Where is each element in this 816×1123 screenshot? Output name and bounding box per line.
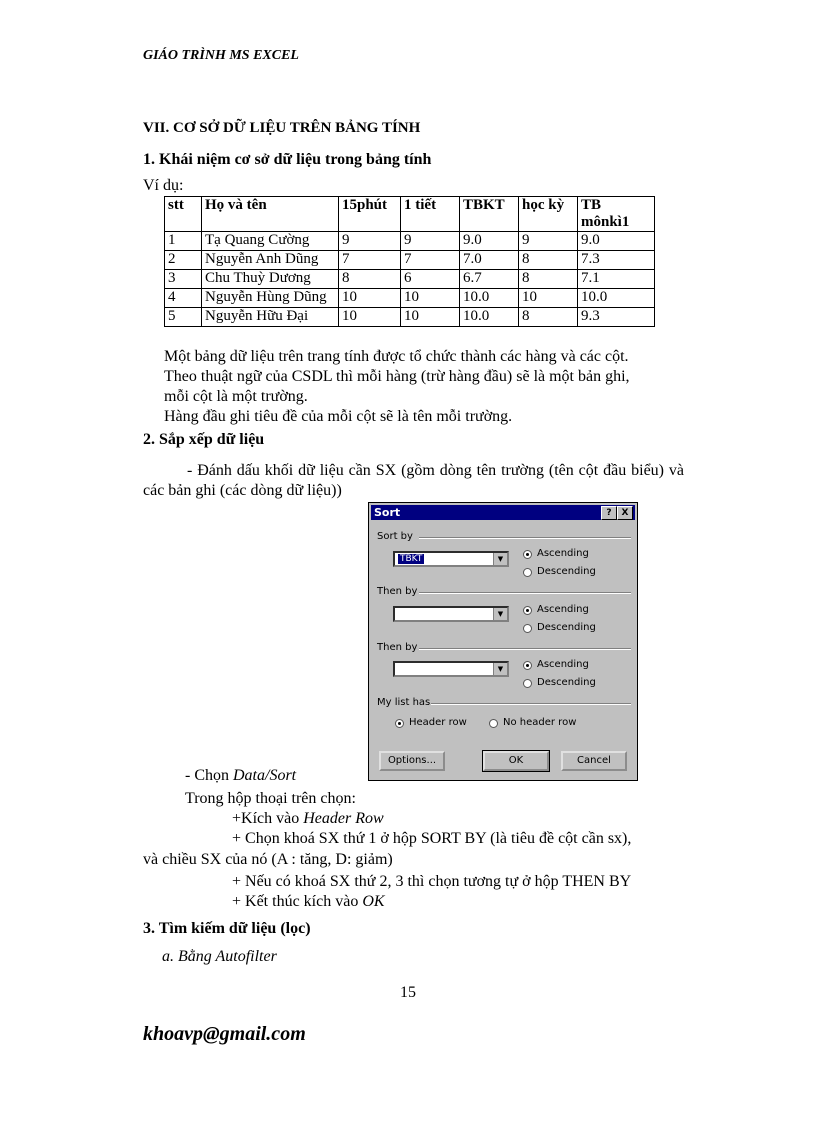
table-cell: Nguyễn Hùng Dũng: [202, 289, 339, 308]
step-3: + Nếu có khoá SX thứ 2, 3 thì chọn tương tự ở hộp THEN BY: [232, 873, 632, 890]
table-cell: 10: [401, 308, 460, 327]
list-has-label: My list has: [377, 697, 431, 708]
subsection-3a: a. Bằng Autofilter: [162, 948, 277, 965]
divider: [419, 537, 631, 539]
table-cell: 10: [401, 289, 460, 308]
table-row: [165, 232, 655, 251]
table-cell: 9: [339, 232, 401, 251]
table-cell: 10.0: [578, 289, 655, 308]
table-cell: 10: [339, 308, 401, 327]
table-cell: 7: [401, 251, 460, 270]
description-line: mỗi cột là một trường.: [164, 388, 308, 405]
description-line: Theo thuật ngữ của CSDL thì mỗi hàng (trừ hàng đầu) sẽ là một bản ghi,: [164, 368, 630, 385]
descending-label: Descending: [537, 566, 596, 577]
data-table: [164, 196, 655, 327]
table-cell: 9: [401, 232, 460, 251]
ok-button[interactable]: OK: [483, 751, 549, 771]
table-header-cell: Họ và tên: [202, 197, 339, 232]
section-title: VII. CƠ SỞ DỮ LIỆU TRÊN BẢNG TÍNH: [143, 120, 421, 136]
ascending-label: Ascending: [537, 548, 589, 559]
table-cell: 10: [519, 289, 578, 308]
then-by-select-1[interactable]: [393, 606, 509, 622]
then-by-1-ascending-radio[interactable]: [523, 606, 532, 615]
table-cell: 8: [519, 308, 578, 327]
page-number: 15: [400, 984, 416, 1001]
subsection-2-title: 2. Sắp xếp dữ liệu: [143, 431, 265, 448]
header-row-label: Header row: [409, 717, 467, 728]
description-line: Hàng đầu ghi tiêu đề của mỗi cột sẽ là tên mỗi trường.: [164, 408, 513, 425]
table-cell: 2: [165, 251, 202, 270]
table-row: [165, 270, 655, 289]
choose-menu-line: - Chọn Data/Sort: [185, 767, 297, 784]
descending-label: Descending: [537, 677, 596, 688]
ascending-label: Ascending: [537, 604, 589, 615]
step-1: +Kích vào Header Row: [232, 810, 384, 827]
table-cell: 6.7: [460, 270, 519, 289]
table-cell: 9.0: [578, 232, 655, 251]
sort-by-select[interactable]: [393, 551, 509, 567]
divider: [431, 703, 631, 705]
dialog-intro: Trong hộp thoại trên chọn:: [185, 790, 356, 807]
table-row: [165, 308, 655, 327]
table-cell: 8: [519, 251, 578, 270]
footer-email: khoavp@gmail.com: [143, 1023, 306, 1045]
table-cell: 5: [165, 308, 202, 327]
sort-by-ascending-radio[interactable]: [523, 550, 532, 559]
table-cell: 8: [519, 270, 578, 289]
sort-by-descending-radio[interactable]: [523, 568, 532, 577]
table-cell: 8: [339, 270, 401, 289]
table-cell: 7.1: [578, 270, 655, 289]
then-by-1-descending-radio[interactable]: [523, 624, 532, 633]
description-line: Một bảng dữ liệu trên trang tính được tổ chức thành các hàng và các cột.: [164, 348, 629, 365]
table-cell: 1: [165, 232, 202, 251]
table-cell: Tạ Quang Cường: [202, 232, 339, 251]
dialog-title-bar: [371, 505, 635, 520]
table-cell: 10.0: [460, 308, 519, 327]
table-cell: 9.3: [578, 308, 655, 327]
table-cell: 7.0: [460, 251, 519, 270]
then-by-label: Then by: [377, 642, 418, 653]
table-row: [165, 251, 655, 270]
no-header-row-label: No header row: [503, 717, 577, 728]
table-cell: Chu Thuỳ Dương: [202, 270, 339, 289]
table-cell: 7.3: [578, 251, 655, 270]
help-button[interactable]: ?: [601, 506, 617, 520]
table-cell: Nguyễn Hữu Đại: [202, 308, 339, 327]
sort-instruction: - Đánh dấu khối dữ liệu cần SX (gồm dòng tên trường (tên cột đầu biểu) và các bản ghi (các dòng dữ liệu)): [143, 462, 684, 499]
sort-by-label: Sort by: [377, 531, 413, 542]
table-cell: 4: [165, 289, 202, 308]
step-4: + Kết thúc kích vào OK: [232, 893, 385, 910]
no-header-row-radio[interactable]: [489, 719, 498, 728]
then-by-2-descending-radio[interactable]: [523, 679, 532, 688]
table-header-cell: 1 tiết: [401, 197, 460, 232]
chevron-down-icon[interactable]: ▼: [493, 608, 507, 620]
ascending-label: Ascending: [537, 659, 589, 670]
table-row: [165, 289, 655, 308]
table-cell: 6: [401, 270, 460, 289]
then-by-label: Then by: [377, 586, 418, 597]
table-cell: 9.0: [460, 232, 519, 251]
table-header-cell: TB mônkì1: [578, 197, 655, 232]
header-row-radio[interactable]: [395, 719, 404, 728]
chevron-down-icon[interactable]: ▼: [493, 663, 507, 675]
step-2: + Chọn khoá SX thứ 1 ở hộp SORT BY (là tiêu đề cột cần sx),: [232, 830, 632, 847]
close-button[interactable]: X: [617, 506, 633, 520]
step-2-continued: và chiều SX của nó (A : tăng, D: giảm): [143, 851, 393, 868]
sort-dialog: [368, 502, 638, 781]
subsection-3-title: 3. Tìm kiếm dữ liệu (lọc): [143, 920, 311, 937]
then-by-select-2[interactable]: [393, 661, 509, 677]
table-cell: 3: [165, 270, 202, 289]
table-cell: 7: [339, 251, 401, 270]
then-by-2-ascending-radio[interactable]: [523, 661, 532, 670]
running-header: GIÁO TRÌNH MS EXCEL: [143, 48, 299, 63]
sort-by-value: TBKT: [400, 554, 423, 564]
table-header-row: [165, 197, 655, 232]
cancel-button[interactable]: Cancel: [561, 751, 627, 771]
subsection-1-title: 1. Khái niệm cơ sở dữ liệu trong bảng tính: [143, 151, 432, 168]
table-header-cell: TBKT: [460, 197, 519, 232]
table-cell: 10.0: [460, 289, 519, 308]
menu-path: Data/Sort: [233, 767, 297, 784]
table-header-cell: stt: [165, 197, 202, 232]
descending-label: Descending: [537, 622, 596, 633]
table-cell: Nguyễn Anh Dũng: [202, 251, 339, 270]
divider: [419, 648, 631, 650]
table-cell: 10: [339, 289, 401, 308]
options-button[interactable]: Options...: [379, 751, 445, 771]
divider: [419, 592, 631, 594]
dialog-title: Sort: [374, 506, 401, 519]
chevron-down-icon[interactable]: ▼: [493, 553, 507, 565]
example-label: Ví dụ:: [143, 177, 184, 194]
table-description: [164, 347, 684, 427]
table-cell: 9: [519, 232, 578, 251]
table-header-cell: học kỳ: [519, 197, 578, 232]
table-header-cell: 15phút: [339, 197, 401, 232]
